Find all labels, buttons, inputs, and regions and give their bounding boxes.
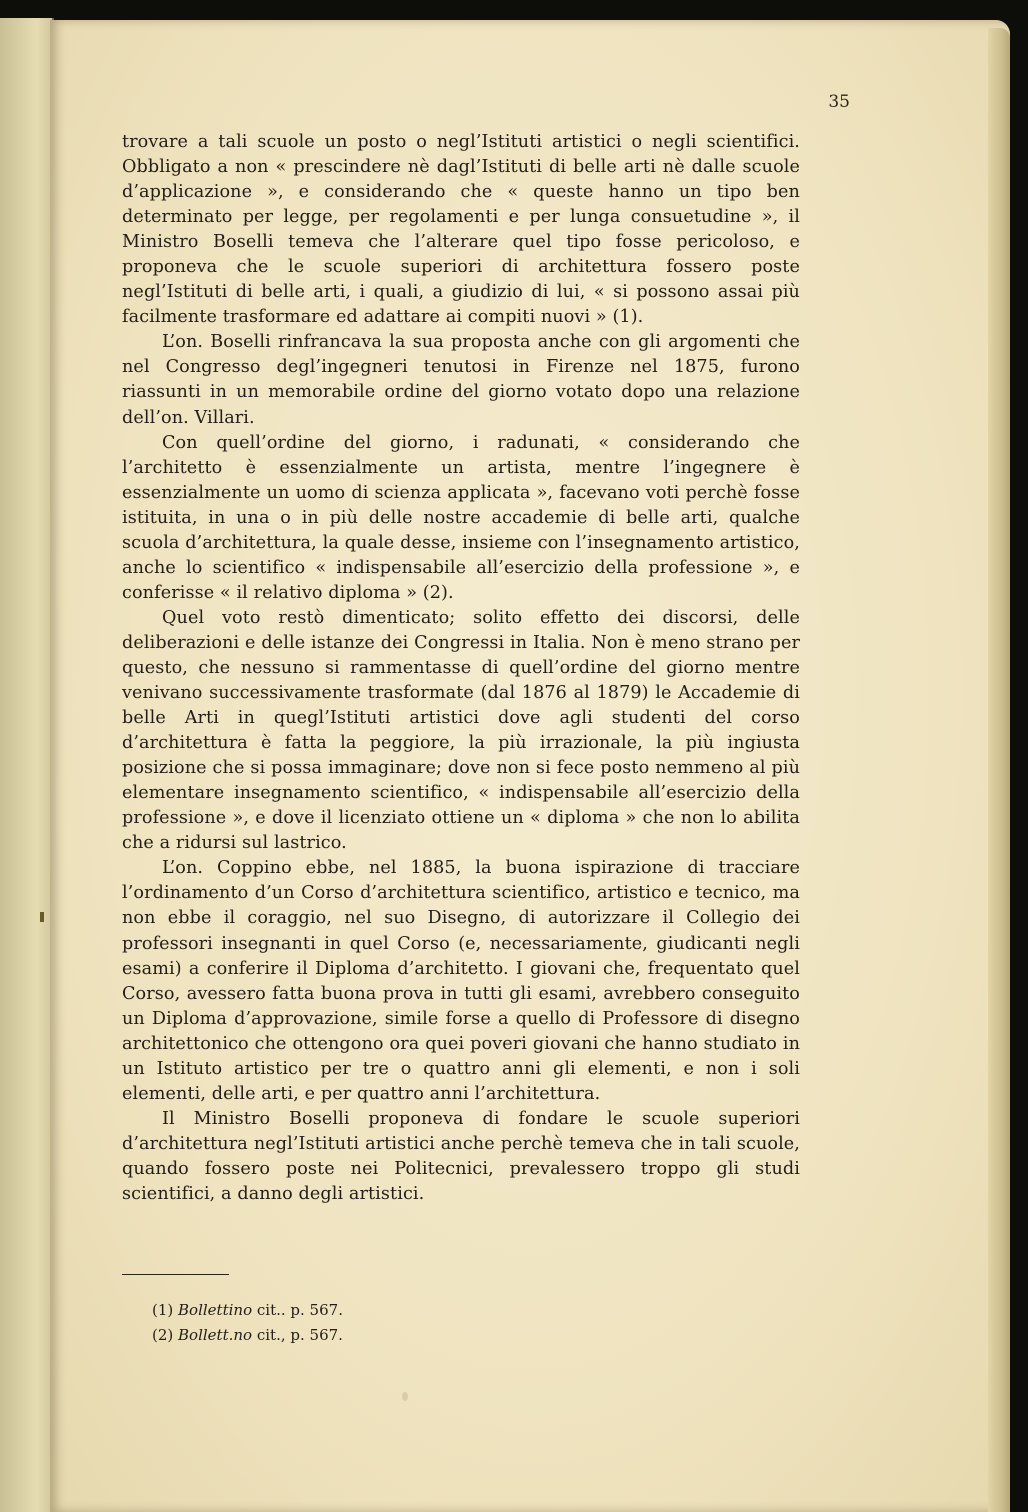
footnote-marker: (2) [152, 1326, 174, 1344]
page-number: 35 [828, 92, 850, 112]
footnote-reference: cit., p. 567. [256, 1326, 343, 1344]
footnote-work-title: Bollettino [178, 1301, 253, 1319]
paragraph-3: Con quell’ordine del giorno, i radunati, « considerando che l’architetto è essenzialmente un artista, mentre l’ingegnere è essenzialmente un uomo di scienza applicata », facevano voti perchè fosse istituita, in una o in più delle nostre accademie di belle arti, qualche scuola d’architettura, la quale desse, insieme con l’insegnamento artistico, anche lo scientifico « indispensabile all’esercizio della professione », e conferisse « il relativo diploma » (2). [122, 432, 800, 603]
paragraph-1: trovare a tali scuole un posto o negl’Istituti artistici o negli scientifici. Obbligato a non « prescindere nè dagl’Istituti di belle arti nè dalle scuole d’applicazione », e considerando che « queste hanno un tipo ben determinato per legge, per regolamenti e per lunga consuetudine », il Ministro Boselli temeva che l’alterare quel tipo fosse pericoloso, e proponeva che le scuole superiori di architettura fossero poste negl’Istituti di belle arti, i quali, a giudizio di lui, « si possono assai più facilmente trasformare ed adattare ai compiti nuovi » (1). [122, 132, 800, 328]
paper-spot [402, 1392, 408, 1401]
previous-page-edge [0, 18, 54, 1512]
margin-mark [40, 912, 44, 922]
paragraph-2: L’on. Boselli rinfrancava la sua proposta anche con gli argomenti che nel Congresso degl’ingegneri tenutosi in Firenze nel 1875, furono riassunti in un memorabile ordine del giorno votato dopo una relazione dell’on. Villari. [122, 332, 800, 428]
footnote-reference: cit.. p. 567. [256, 1301, 343, 1319]
footnote-work-title: Bollett.no [178, 1326, 253, 1344]
paragraph-6: Il Ministro Boselli proponeva di fondare le scuole superiori d’architettura negl’Istituti artistici anche perchè temeva che in tali scuole, quando fossero poste nei Politecnici, prevalessero troppo gli studi scientifici, a danno degli artistici. [122, 1108, 800, 1204]
paragraph-5: L’on. Coppino ebbe, nel 1885, la buona ispirazione di tracciare l’ordinamento d’un Corso d’architettura scientifico, artistico e tecnico, ma non ebbe il coraggio, nel suo Disegno, di autorizzare il Collegio dei professori insegnanti in quel Corso (e, necessariamente, giudicanti negli esami) a conferire il Diploma d’architetto. I giovani che, frequentato quel Corso, avessero fatta buona prova in tutti gli esami, avrebbero conseguito un Diploma d’approvazione, simile forse a quello di Professore di disegno architettonico che ottengono ora quei poveri giovani che hanno studiato in un Istituto artistico per tre o quattro anni gli elementi, e non i soli elementi, delle arti, e per quattro anni l’architettura. [122, 858, 800, 1104]
body-text [122, 130, 800, 1207]
footnote-2 [152, 1323, 343, 1348]
page-stack-edge [988, 28, 1010, 1512]
paragraph-4: Quel voto restò dimenticato; solito effetto dei discorsi, delle deliberazioni e delle istanze dei Congressi in Italia. Non è meno strano per questo, che nessuno si rammentasse di quell’ordine del giorno mentre venivano successivamente trasformate (dal 1876 al 1879) le Accademie di belle Arti in quegl’Istituti artistici dove agli studenti del corso d’architettura è fatta la peggiore, la più irrazionale, la più ingiusta posizione che si possa immaginare; dove non si fece posto nemmeno al più elementare insegnamento scientifico, « indispensabile all’esercizio della professione », e dove il licenziato ottiene un « diploma » che non lo abilita che a ridursi sul lastrico. [122, 607, 800, 854]
footnote-marker: (1) [152, 1301, 174, 1319]
footnotes [152, 1298, 343, 1348]
footnote-1 [152, 1298, 343, 1323]
footnote-divider [122, 1274, 229, 1275]
